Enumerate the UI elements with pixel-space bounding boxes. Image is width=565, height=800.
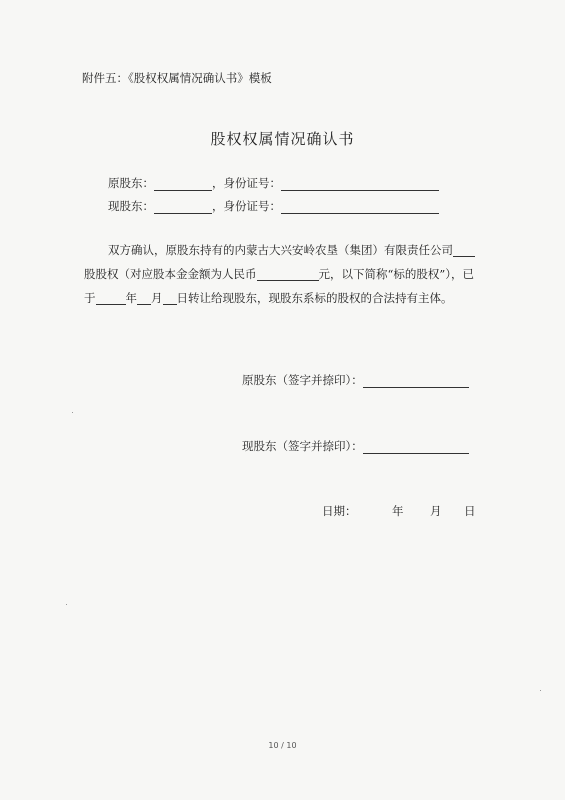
current-shareholder-id-label: ，身份证号： [212, 199, 281, 213]
current-shareholder-row [108, 198, 439, 214]
date-year-label: 年 [392, 504, 404, 518]
body-line-2 [84, 262, 474, 287]
original-shareholder-label: 原股东： [108, 176, 154, 190]
document-title: 股权权属情况确认书 [210, 130, 355, 148]
transfer-month-blank [137, 292, 151, 305]
body-line-3-text: 日转让给现股东，现股东系标的股权的合法持有主体。 [176, 291, 453, 305]
current-shareholder-signature-blank [363, 441, 469, 454]
current-shareholder-id-blank [281, 201, 439, 214]
scan-speck [66, 604, 67, 605]
current-shareholder-label: 现股东： [108, 199, 154, 213]
body-line-1-text: 双方确认，原股东持有的内蒙古大兴安岭农垦（集团）有限责任公司 [108, 243, 453, 257]
transfer-year-blank [96, 292, 126, 305]
original-shareholder-signature-row [242, 372, 469, 388]
scan-speck [72, 412, 73, 413]
attachment-heading: 附件五：《股权权属情况确认书》模板 [82, 71, 272, 85]
original-shareholder-signature-blank [363, 375, 469, 388]
share-percent-blank [453, 244, 475, 257]
scan-speck [540, 690, 541, 691]
date-label: 日期： [322, 504, 357, 518]
body-line-3-prefix: 于 [84, 291, 96, 305]
original-shareholder-id-blank [281, 178, 439, 191]
amount-blank [257, 268, 319, 281]
original-shareholder-row [108, 175, 439, 191]
original-shareholder-signature-label: 原股东（签字并捺印）： [242, 373, 363, 387]
original-shareholder-name-blank [154, 178, 212, 191]
current-shareholder-signature-row [242, 438, 469, 454]
body-line-2-text-a: 股股权（对应股本金金额为人民币 [84, 267, 257, 281]
page-number: 10 / 10 [268, 741, 297, 750]
original-shareholder-id-label: ，身份证号： [212, 176, 281, 190]
transfer-month-label: 月 [151, 291, 163, 305]
body-line-1 [108, 238, 475, 263]
current-shareholder-signature-label: 现股东（签字并捺印）： [242, 439, 363, 453]
body-line-2-text-b: 元，以下简称“标的股权”），已 [318, 267, 475, 281]
transfer-year-label: 年 [125, 291, 137, 305]
transfer-day-blank [163, 292, 177, 305]
current-shareholder-name-blank [154, 201, 212, 214]
date-month-label: 月 [430, 504, 442, 518]
body-line-3 [84, 286, 453, 311]
date-day-label: 日 [464, 504, 476, 518]
